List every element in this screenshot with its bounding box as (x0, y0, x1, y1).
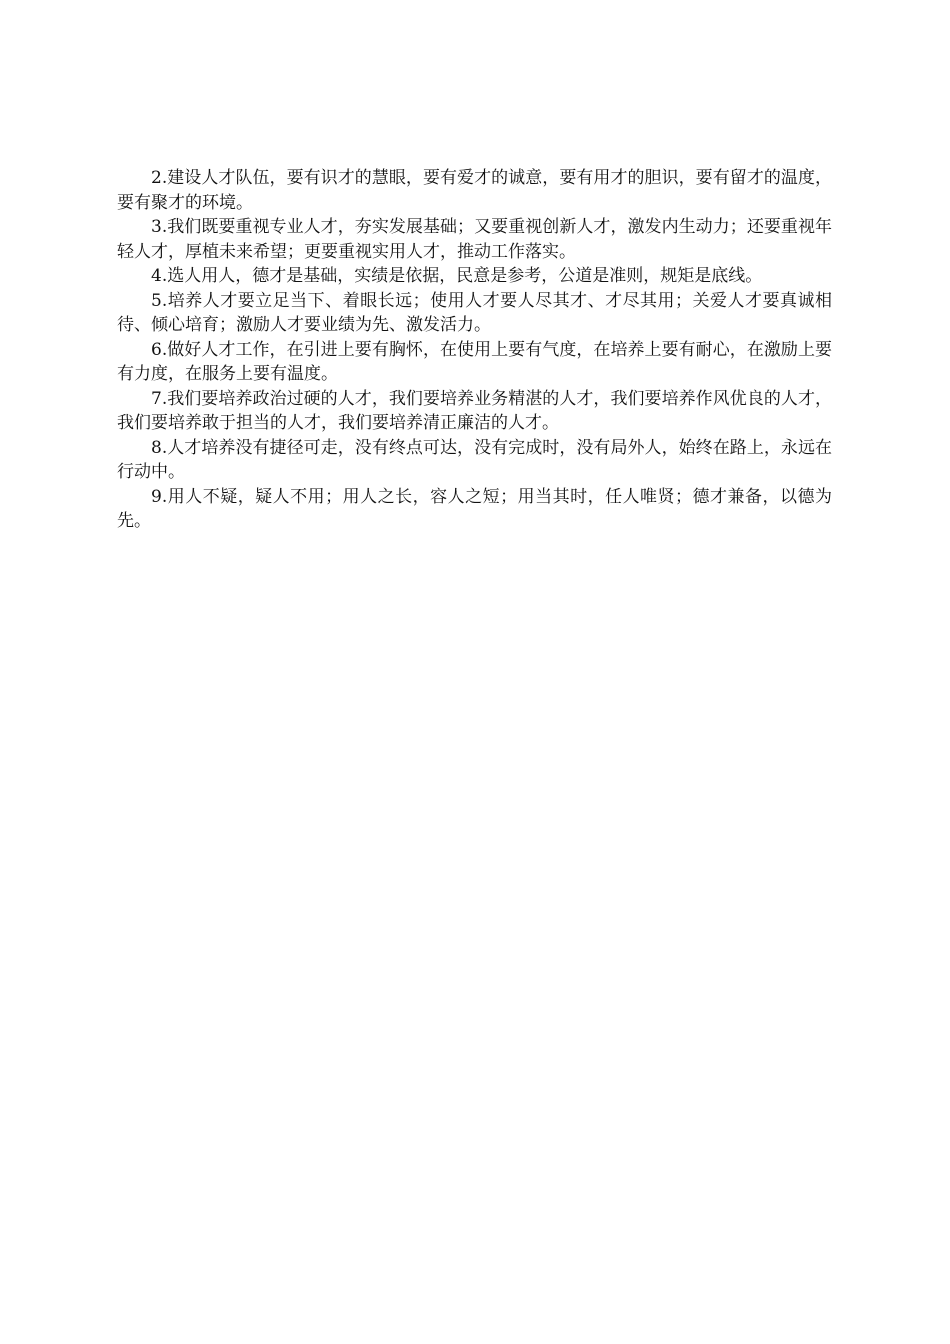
paragraph-2: 2.建设人才队伍，要有识才的慧眼，要有爱才的诚意，要有用才的胆识，要有留才的温度，要有聚才的环境。 (117, 168, 832, 213)
paragraph-5: 5.培养人才要立足当下、着眼长远；使用人才要人尽其才、才尽其用；关爱人才要真诚相待、倾心培育；激励人才要业绩为先、激发活力。 (117, 290, 832, 335)
paragraph-3: 3.我们既要重视专业人才，夯实发展基础；又要重视创新人才，激发内生动力；还要重视年轻人才，厚植未来希望；更要重视实用人才，推动工作落实。 (117, 217, 832, 262)
paragraph-9: 9.用人不疑，疑人不用；用人之长，容人之短；用当其时，任人唯贤；德才兼备，以德为先。 (117, 486, 832, 531)
document-body (117, 166, 832, 534)
paragraph-6: 6.做好人才工作，在引进上要有胸怀，在使用上要有气度，在培养上要有耐心，在激励上要有力度，在服务上要有温度。 (117, 339, 832, 384)
paragraph-7: 7.我们要培养政治过硬的人才，我们要培养业务精湛的人才，我们要培养作风优良的人才，我们要培养敢于担当的人才，我们要培养清正廉洁的人才。 (117, 388, 832, 433)
paragraph-8: 8.人才培养没有捷径可走，没有终点可达，没有完成时，没有局外人，始终在路上，永远在行动中。 (117, 437, 832, 482)
paragraph-4: 4.选人用人，德才是基础，实绩是依据，民意是参考，公道是准则，规矩是底线。 (151, 266, 763, 286)
